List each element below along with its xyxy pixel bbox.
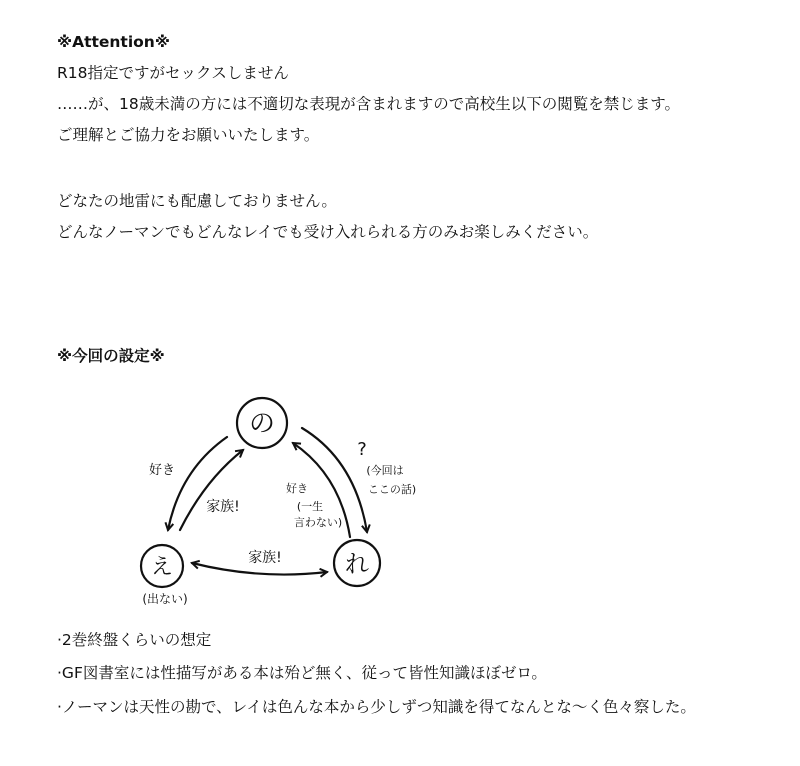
label-left-outer: 好き	[148, 463, 176, 478]
node-right: れ	[345, 550, 369, 578]
arrow-left-outer	[168, 437, 227, 530]
attention-line: ご理解とご協力をお願いいたします。	[57, 126, 320, 144]
label-right-outer: (今回は	[366, 464, 404, 477]
node-left: え	[150, 555, 174, 580]
label-right-inner: (一生	[296, 500, 324, 513]
label-right-inner: 言わない)	[293, 516, 343, 529]
attention-line: ……が、18歳未満の方には不適切な表現が含まれますので高校生以下の閲覧を禁じます。	[57, 95, 680, 113]
arrow-left-inner	[180, 450, 243, 530]
setting-bullet: ·2巻終盤くらいの想定	[57, 631, 212, 649]
settings-heading: ※今回の設定※	[57, 347, 165, 365]
setting-bullet: ·GF図書室には性描写がある本は殆ど無く、従って皆性知識ほぼゼロ。	[57, 664, 547, 682]
label-right-outer-question: ?	[357, 439, 367, 460]
attention-line: どんなノーマンでもどんなレイでも受け入れられる方のみお楽しみください。	[57, 223, 599, 241]
left-note: (出ない)	[142, 592, 188, 606]
attention-line: どなたの地雷にも配慮しておりません。	[57, 192, 337, 210]
label-left-inner: 家族!	[206, 499, 240, 515]
attention-line: R18指定ですがセックスしません	[57, 64, 289, 82]
label-right-inner: 好き	[286, 482, 308, 495]
attention-heading: ※Attention※	[57, 33, 170, 51]
label-bottom: 家族!	[248, 550, 282, 566]
label-right-outer: ここの話)	[367, 483, 417, 496]
setting-bullet: ·ノーマンは天性の勘で、レイは色んな本から少しずつ知識を得てなんとな〜く色々察した。	[57, 698, 696, 716]
node-top: の	[248, 409, 276, 439]
